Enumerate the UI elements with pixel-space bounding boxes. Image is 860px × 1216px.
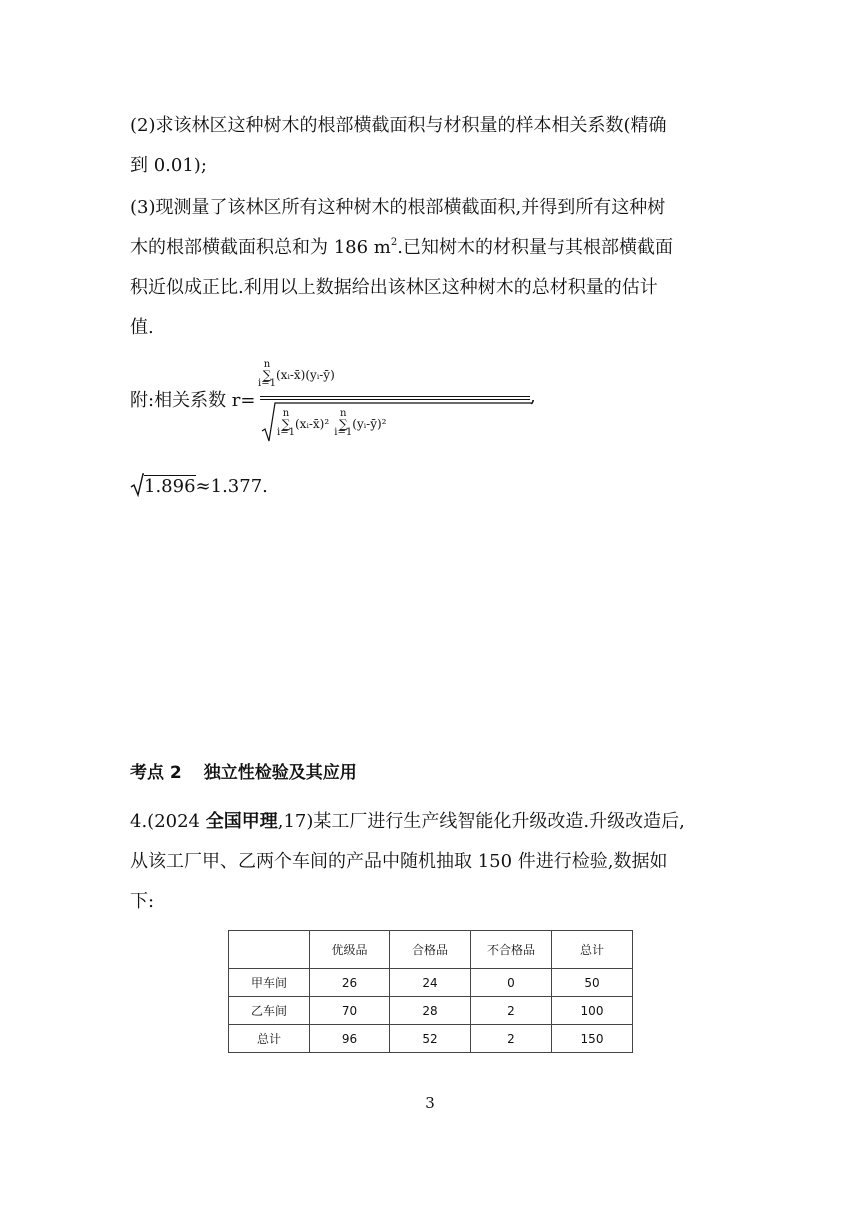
- table-header-cell: 不合格品: [471, 931, 552, 969]
- question-2: [130, 106, 730, 186]
- table-cell: 总计: [229, 1025, 310, 1053]
- sum-upper: n: [340, 408, 347, 419]
- table-cell: 28: [390, 997, 471, 1025]
- formula-comma: ,: [530, 386, 536, 407]
- page-number: 3: [425, 1094, 435, 1112]
- radical: [130, 467, 196, 507]
- sum-upper: n: [263, 359, 271, 370]
- table-cell: 150: [552, 1025, 633, 1053]
- table-cell: 96: [310, 1025, 390, 1053]
- question-4-line-2: 从该工厂甲、乙两个车间的产品中随机抽取 150 件进行检验,数据如: [130, 851, 668, 872]
- question-2-line-1: (2)求该林区这种树木的根部横截面积与材积量的样本相关系数(精确: [130, 115, 667, 136]
- approximation-value: ≈1.377.: [195, 476, 268, 497]
- sum-symbol: [258, 360, 276, 390]
- data-table: [228, 930, 633, 1053]
- section-heading: [130, 753, 357, 793]
- question-4-text: ,17)某工厂进行生产线智能化升级改造.升级改造后,: [277, 811, 685, 832]
- correlation-formula: [130, 360, 730, 450]
- formula-lead: 附:相关系数 r=: [130, 390, 256, 411]
- sum-lower: i=1: [277, 427, 295, 438]
- question-3-line-4: 值.: [130, 317, 154, 338]
- table-header-cell: 合格品: [390, 931, 471, 969]
- table-cell: 甲车间: [229, 969, 310, 997]
- radical-sign-icon: [130, 473, 144, 497]
- table-cell: 乙车间: [229, 997, 310, 1025]
- section-title: 独立性检验及其应用: [203, 763, 357, 783]
- question-4-line-1: [130, 802, 730, 842]
- sum-symbol: [334, 409, 352, 439]
- question-3-line-2-text: 木的根部横截面积总和为 186 m: [130, 237, 391, 258]
- question-3-line-2: [130, 228, 730, 268]
- table-cell: 2: [471, 997, 552, 1025]
- table-cell: 100: [552, 997, 633, 1025]
- question-3-line-1: (3)现测量了该林区所有这种树木的根部横截面积,并得到所有这种树: [130, 197, 666, 218]
- formula-numerator: [258, 360, 335, 394]
- question-2-line-2: 到 0.01);: [130, 155, 207, 176]
- table-row: [229, 1025, 633, 1053]
- table-cell: 2: [471, 1025, 552, 1053]
- table-row: [229, 997, 633, 1025]
- sqrt-approximation: [130, 467, 268, 507]
- question-3: [130, 188, 730, 348]
- table-cell: 26: [310, 969, 390, 997]
- table-header-cell: 总计: [552, 931, 633, 969]
- radicand: 1.896: [144, 476, 196, 497]
- sum-symbol: [277, 409, 295, 439]
- table-cell: 70: [310, 997, 390, 1025]
- question-4-prefix: 4.(2024: [130, 811, 206, 832]
- superscript-2: 2: [390, 237, 398, 248]
- question-3-line-3: 积近似成正比.利用以上数据给出该林区这种树木的总材积量的估计: [130, 277, 658, 298]
- table-cell: 24: [390, 969, 471, 997]
- sum-lower: i=1: [334, 427, 353, 438]
- table-header-row: [229, 931, 633, 969]
- sum-lower: i=1: [258, 378, 276, 389]
- table-row: [229, 969, 633, 997]
- table-cell: 52: [390, 1025, 471, 1053]
- denominator-term-x: (xᵢ-x̄)²: [295, 417, 330, 431]
- fraction-bar-2: [260, 399, 530, 400]
- formula-denominator: [261, 401, 533, 445]
- fraction-bar: [260, 396, 530, 397]
- sigma-icon: ∑: [338, 417, 348, 431]
- question-3-line-2-rest: .已知树木的材积量与其根部横截面: [397, 237, 673, 258]
- table-header-cell: 优级品: [310, 931, 390, 969]
- sigma-icon: ∑: [262, 368, 272, 382]
- table-header-cell: [229, 931, 310, 969]
- denominator-term-y: (yᵢ-ȳ)²: [352, 417, 387, 431]
- table-cell: 50: [552, 969, 633, 997]
- question-4-source: 全国甲理: [205, 811, 278, 832]
- numerator-expression: (xᵢ-x̄)(yᵢ-ȳ): [276, 368, 335, 382]
- table-cell: 0: [471, 969, 552, 997]
- sigma-icon: ∑: [281, 417, 291, 431]
- section-label: 考点 2: [130, 763, 182, 783]
- question-4: [130, 802, 730, 922]
- denominator-content: [277, 409, 386, 439]
- question-4-line-3: 下:: [130, 891, 155, 912]
- sum-upper: n: [282, 408, 290, 419]
